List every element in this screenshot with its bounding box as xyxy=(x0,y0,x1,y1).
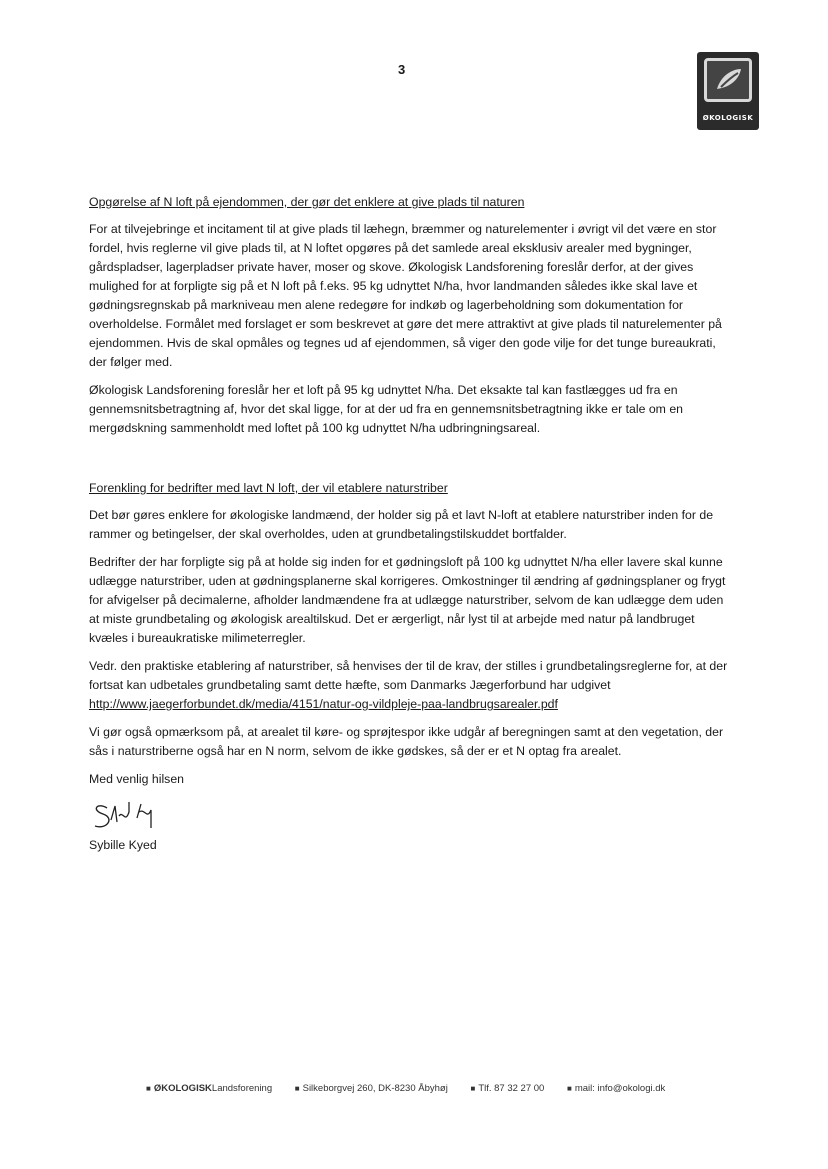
bullet-icon: ■ xyxy=(294,1084,300,1093)
logo-label: ØKOLOGISK xyxy=(702,114,754,122)
footer-phone: Tlf. 87 32 27 00 xyxy=(478,1083,545,1094)
section-heading-naturstriber: Forenkling for bedrifter med lavt N loft, der vil etablere naturstriber xyxy=(89,481,448,495)
paragraph: Det bør gøres enklere for økologiske landmænd, der holder sig på et lavt N-loft at etablere naturstriber inden for de rammer og betingelser, der skal overholdes, uden at grundbetalingstilskuddet bortfalder. xyxy=(89,508,714,541)
section-heading-n-loft: Opgørelse af N loft på ejendommen, der gør det enklere at give plads til naturen xyxy=(89,195,525,209)
signer-name: Sybille Kyed xyxy=(89,838,157,852)
greeting: Med venlig hilsen xyxy=(89,772,185,786)
page-number: 3 xyxy=(398,62,406,77)
paragraph xyxy=(89,657,729,714)
footer-brand-suffix: Landsforening xyxy=(211,1083,273,1094)
bullet-icon: ■ xyxy=(146,1084,151,1093)
leaf-emblem-icon xyxy=(704,58,752,102)
letter-body xyxy=(89,193,729,852)
bullet-icon: ■ xyxy=(566,1084,572,1093)
paragraph: For at tilvejebringe et incitament til at give plads til læhegn, bræmmer og naturelementer i øvrigt vil det være en stor fordel, hvis reglerne vil give plads til, at N loftet opgøres på det samlede areal eksklusiv arealer med bygninger, gårdspladser, lagerpladser private haver, moser og skove. Økologisk Landsforening foreslår derfor, at der gives mulighed for at forpligte sig på et N loft på f.eks. 95 kg udnyttet N/ha, hvor landmanden således ikke skal lave et gødningsregnskab på markniveau men alene redegøre for indkøb og lagerbeholdning som dokumentation for overholdelse. Formålet med forslaget er som beskrevet at gøre det mere attraktivt at give plads til naturelementer på ejendommen. Hvis de skal opmåles og tegnes ud af ejendommen, så viger den gode vilje for det tunge bureaukrati, der følger med. xyxy=(89,222,722,369)
footer-brand: ØKOLOGISK xyxy=(153,1083,212,1094)
footer-address: Silkeborgvej 260, DK-8230 Åbyhøj xyxy=(302,1083,448,1094)
paragraph: Vi gør også opmærksom på, at arealet til køre- og sprøjtespor ikke udgår af beregningen samt at den vegetation, der sås i naturstriberne også har en N norm, selvom de ikke gødskes, så der er et N optag fra arealet. xyxy=(89,725,724,758)
okologisk-logo xyxy=(697,52,759,130)
paragraph: Økologisk Landsforening foreslår her et loft på 95 kg udnyttet N/ha. Det eksakte tal kan fastlægges ud fra en gennemsnitsbetragtning af, hvor det skal ligge, for at der ud fra en gennemsnitsbetragtning ikke er tale om en mergødskning sammenholdt med loftet på 100 kg udnyttet N/ha udbringningsareal. xyxy=(89,383,684,435)
footer-mail: mail: info@okologi.dk xyxy=(574,1083,666,1094)
jaegerforbundet-link[interactable]: http://www.jaegerforbundet.dk/media/4151/natur-og-vildpleje-paa-landbrugsarealer.pdf xyxy=(89,697,558,711)
handwritten-signature xyxy=(89,798,169,838)
letter-footer xyxy=(146,1083,706,1094)
paragraph-text: Vedr. den praktiske etablering af naturstriber, så henvises der til de krav, der stilles i grundbetalingsreglerne for, at der fortsat kan udbetales grundbetaling samt dette hæfte, som Danmarks Jægerforbund har udgivet xyxy=(89,659,728,692)
bullet-icon: ■ xyxy=(470,1084,476,1093)
paragraph: Bedrifter der har forpligte sig på at holde sig inden for et gødningsloft på 100 kg udnyttet N/ha eller lavere skal kunne udlægge naturstriber, uden at gødningsplanerne skal korrigeres. Omkostninger til ændring af gødningsplaner og frygt for afvigelser på decimalerne, afholder landmændene fra at udlægge naturstriber, selvom de kan udlægge dem uden at miste grundbetaling og økologisk arealtilskud. Det er ærgerligt, når lyst til at arbejde med natur på landbruget kvæles i bureaukratiske milimeterregler. xyxy=(89,555,726,645)
